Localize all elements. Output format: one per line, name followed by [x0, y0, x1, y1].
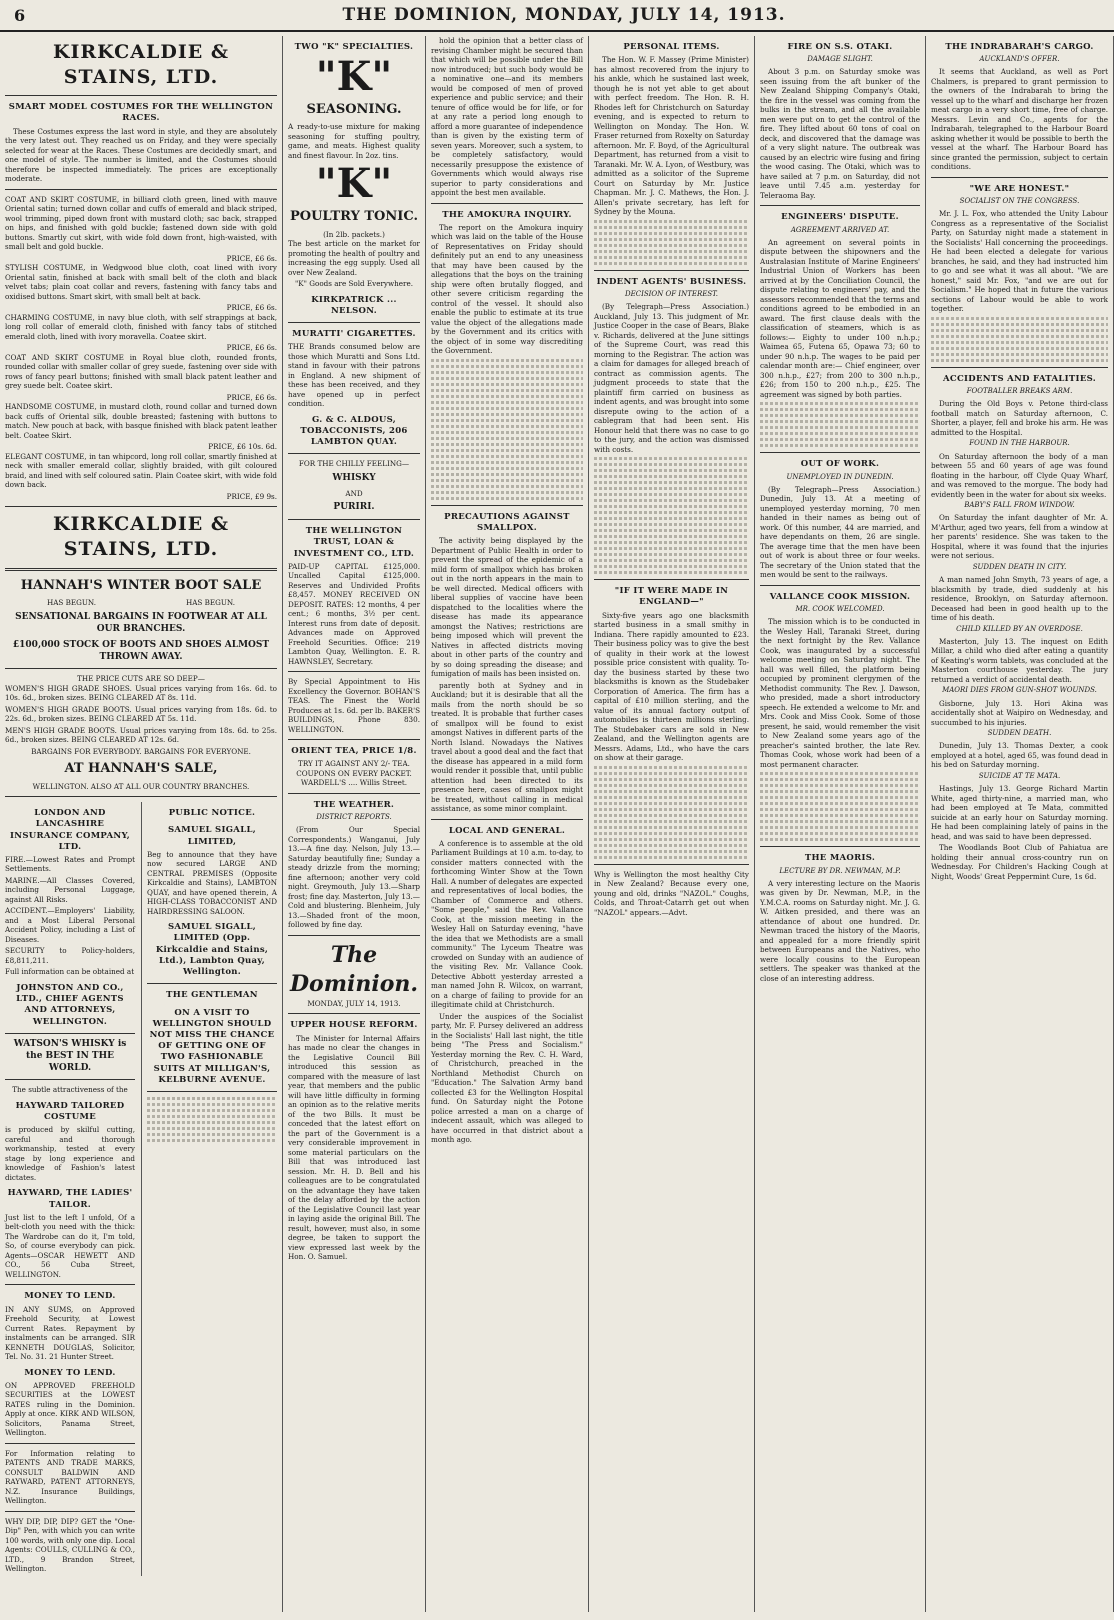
hayward-body: is produced by skilful cutting, careful and thorough workmanship, tested at every stage by long experience and knowledge of Fashion's latest dictates. — [5, 1125, 135, 1182]
indent-sub: DECISION OF INTEREST. — [624, 289, 719, 298]
hannah-begun: HAS BEGUN. — [46, 598, 97, 608]
maoris-body: A very interesting lecture on the Maoris was given by Dr. Newman, M.P., in the Y.M.C.A. rooms on Saturday night. Mr. J. G. W. Aitken presided, and there was an attendance of about one hundred. Dr. Newman traced the history of the Maoris, and appealed for a more friendly spirit between Europeans and the Natives, who were locally cousins to the European settlers. The speaker was thanked at the close of an interesting address. — [760, 878, 920, 983]
orient-tea: ORIENT TEA, PRICE 1/8. — [291, 746, 417, 757]
reform-heading: UPPER HOUSE REFORM. — [290, 1020, 418, 1031]
fire-heading: FIRE ON S.S. OTAKI. — [787, 42, 893, 52]
hannah-everybody: BARGAINS FOR EVERYBODY. BARGAINS FOR EVERYONE. — [31, 746, 251, 756]
costume-intro: These Costumes express the last word in style, and they are absolutely the very latest out. They reached us on Friday, and they were specially selected for wear at the Races. These Costumes are decidedly smart, and one model of style. The number is limited, and the Costumes should therefore be inspected immediately. The prices are exceptionally moderate. — [5, 126, 277, 184]
vallance-sub: MR. COOK WELCOMED. — [795, 605, 885, 614]
weather-heading: THE WEATHER. — [313, 799, 395, 810]
weather-body: (From Our Special Correspondents.) Wanganui, July 13.—A fine day. Nelson, July 13.—Saturday beautifully fine; Sunday a steady drizzle from the morning; fine afternoon; another very cold night. Greymouth, July 13.—Sharp frost; fine day. Masterton, July 13.—Cold and blustering. Blenheim, July 13.—Shaded front of the moon, followed by fine day. — [288, 825, 420, 930]
acc-head: SUDDEN DEATH IN CITY. — [972, 562, 1067, 571]
patents-ad: For Information relating to PATENTS AND TRADE MARKS, CONSULT BALDWIN AND RAYWARD, PATENT ATTORNEYS, N.Z. Insurance Buildings, Wellington. — [5, 1448, 135, 1506]
reform-continued: hold the opinion that a better class of revising Chamber might be secured than that which will be possible under the Bill now introduced; but such body would be a nominative one—and its members would be composed of men of proved experience and public service; and their tenure of office would be for life, or for at any rate a period long enough to afford a more guarantee of independence than is given by the existing term of seven years. Moreover, such a system, to be completely satisfactory, would necessarily presuppose the existence of Governments which would always rise superior to party considerations and appoint the best men available. — [431, 36, 583, 197]
personal-heading: PERSONAL ITEMS. — [623, 42, 720, 52]
local-body-2: Under the auspices of the Socialist party, Mr. F. Pursey delivered an address in the Socialists' Hall last night, the title being "The Press and Socialism." Yesterday morning the Rev. C. H. Ward, of Christchurch, preached in the Northland Methodist Church on "Education." The Salvation Army band collected £3 for the Wellington Hospital fund. On Saturday night the Potone police arrested a man on a charge of indecent assault, which was alleged to have occurred in that district about a month ago. — [431, 1011, 583, 1145]
bohan-teas-ad: By Special Appointment to His Excellency the Governor. BOHAN'S TEAS. The Finest the World Produces at 1s. 6d. per lb. BAKER'S BUILDINGS, Phone 830. WELLINGTON. — [288, 677, 420, 734]
text-filler — [147, 1097, 277, 1142]
smallpox-body: The activity being displayed by the Department of Public Health in order to prevent the spread of the epidemic of a mild form of smallpox which has broken out in the north appears in the main to be well directed. Medical officers with liberal supplies of vaccine have been dispatched to the localities where the disease has made its appearance amongst the Natives; restrictions are being imposed which will prevent the Natives in affected districts moving about in other parts of the country and by so doing spreading the disease; and fumigation of mails has been insisted on. — [431, 536, 583, 679]
money-body: IN ANY SUMS, on Approved Freehold Security, at Lowest Current Rates. Repayment by instalments can be arranged. SIR KENNETH DOUGLAS, Solicitor, Tel. No. 31. 21 Hunter Street. — [5, 1304, 135, 1362]
hayward-title: HAYWARD TAILORED COSTUME — [15, 1100, 125, 1123]
acc-body: On Saturday the infant daughter of Mr. A. M'Arthur, aged two years, fell from a window at her parents' residence. She was taken to the Hospital, where it was found that the injuries were not serious. — [931, 513, 1108, 561]
hannah-line: WOMEN'S HIGH GRADE BOOTS. Usual prices varying from 18s. 6d. to 22s. 6d., broken sizes. BEING CLEARED AT 5s. 11d. — [5, 704, 277, 724]
poultry-pack: (In 2lb. packets.) — [323, 229, 385, 239]
made-in-england-body: Sixty-five years ago one blacksmith started business in a small smithy in Indiana. There rapidly amounted to £23. Their business policy was to give the best of quality in their work at the lowest possible price consistent with quality. To-day the business started by these two blacksmiths is known as the Studebaker Corporation of America. The firm has a capital of £10 million sterling, and the value of its annual factory output of automobiles is thirteen millions sterling. The Studebaker cars are sold in New Zealand, and the Wellington agents are Messrs. Adams, Ltd., who have the cars on show at their garage. — [594, 610, 749, 763]
insurance-line: SECURITY to Policy-holders, £8,811,211. — [5, 946, 135, 965]
local-body: A conference is to assemble at the old Parliament Buildings at 10 a.m. to-day, to consider matters connected with the forthcoming Winter Show at the Town Hall. A number of delegates are expected and representatives of local bodies, the Chamber of Commerce and others. "Some people," said the Rev. Vallance Cook, at the mission meeting in the Wesley Hall on Saturday evening, "have the idea that we Methodists are a small community." The Lyceum Theatre was crowded on Sunday with an audience of the visiting Rev. Mr. Vallance Cook. Detective Abbott yesterday arrested a man named John R. Wilcox, on warrant, on a charge of failing to provide for an illegitimate child at Christchurch. — [431, 838, 583, 1010]
column-5 — [755, 36, 926, 1612]
paper-nameplate: The Dominion. — [289, 941, 419, 997]
insurance-heading: LONDON AND LANCASHIRE INSURANCE COMPANY, LTD. — [10, 808, 130, 852]
engineers-sub: AGREEMENT ARRIVED AT. — [790, 225, 890, 234]
accidents-heading: ACCIDENTS AND FATALITIES. — [943, 373, 1096, 384]
hayward-intro: The subtle attractiveness of the — [12, 1085, 128, 1095]
trust-body: PAID-UP CAPITAL £125,000. Uncalled Capital £125,000. Reserves and Undivided Profits £8,457. MONEY RECEIVED ON DEPOSIT. RATES: 12 months, 4 per cent.; 6 months, 3½ per cent. Interest runs from date of deposit. Advances made on Approved Freehold Securities. Office: 219 Lambton Quay, Wellington. E. R. HAWNSLEY, Secretary. — [288, 561, 420, 666]
amokura-body: The report on the Amokura inquiry which was laid on the table of the House of Representatives on Friday should definitely put an end to any uneasiness that may have been caused by the allegations that the boys on the training ship were often brutally flogged, and other severe criticism regarding the control of the vessel. It should also enable the public to estimate at its true value the object of the allegations made by the Government and its critics with the object of in some way discrediting the Government. — [431, 222, 583, 356]
muratti-body: THE Brands consumed below are those which Muratti and Sons Ltd. stand in favour with their patrons in England. A new shipment of these has been received, and they have opened up in perfect condition. — [288, 342, 420, 409]
engineers-body: An agreement on several points in dispute between the shipowners and the Australasian Institute of Marine Engineers' Industrial Union of Workers has been arrived at by the Conciliation Council, the dispute relating to engineers' pay, and the assessors recommended that the terms and conditions agreed to be embodied in an award. The first clause deals with the classification of steamers, which is as follows:— Eighty to under 100 n.h.p.; Waimea 65, Futena 65, Opawa 73; 60 to under 90 n.h.p. The wages to be paid per calendar month are:— Chief engineer, over 300 n.h.p., £27; from 200 to 300 n.h.p., £26; from 150 to 200 n.h.p., £25. The agreement was signed by both parties. — [760, 237, 920, 399]
newspaper-title: THE DOMINION, MONDAY, JULY 14, 1913. — [342, 5, 786, 25]
acc-body: A man named John Smyth, 73 years of age, a blacksmith by trade, died suddenly at his residence, Brooklyn, on Saturday afternoon. Deceased had been in good health up to the time of his death. — [931, 575, 1108, 623]
cargo-body: It seems that Auckland, as well as Port Chalmers, is prepared to grant permission to the owners of the Indrabarah to bring the vessel up to the wharf and discharge her frozen meat cargo in a very short time, free of charge. Messrs. Levin and Co., agents for the Indrabarah, telegraphed to the Harbour Board asking whether it would be possible to berth the vessel at the wharf. The Harbour Board has since granted the permission, subject to certain conditions. — [931, 67, 1108, 172]
maoris-heading: THE MAORIS. — [804, 853, 876, 864]
trust-heading: THE WELLINGTON TRUST, LOAN & INVESTMENT CO., LTD. — [293, 526, 415, 559]
hannah-begun: HAS BEGUN. — [185, 598, 236, 608]
wardell: WARDELL'S .... Willis Street. — [300, 778, 408, 788]
insurance-line: Full information can be obtained at — [5, 967, 135, 977]
column-4 — [589, 36, 755, 1612]
hayward-signature: HAYWARD, THE LADIES' TAILOR. — [7, 1188, 133, 1210]
vallance-body: The mission which is to be conducted in the Wesley Hall, Taranaki Street, during the next fortnight by the Rev. Vallance Cook, was inaugurated by a successful welcome meeting on Saturday night. The hall was well filled, the platform being occupied by prominent clergymen of the Methodist community. The Rev. J. Dawson, who presided, made a short introductory speech. He extended a welcome to Mr. and Mrs. Cook and Miss Cook. Some of those present, he said, would remember the visit to New Zealand some years ago of the preacher's sainted brother, the late Rev. Thomas Cook, whose work had been of a most permanent character. — [760, 617, 920, 769]
public-notice-heading: PUBLIC NOTICE. — [168, 808, 256, 819]
k-letter-2: "K" — [315, 160, 393, 208]
seasoning-title: SEASONING. — [306, 102, 402, 118]
hannah-sub: THE PRICE CUTS ARE SO DEEP— — [77, 674, 205, 684]
masthead — [0, 0, 1114, 32]
nazol-ad: Why is Wellington the most healthy City in New Zealand? Because every one, young and old, drinks "NAZOL." Coughs, Colds, and Throat-Catarrh get out when "NAZOL" appears.—Advt. — [594, 869, 749, 917]
k-letter: "K" — [315, 53, 393, 101]
sigall-body: Beg to announce that they have now secured LARGE AND CENTRAL PREMISES (Opposite Kirkcaldie and Stains), LAMBTON QUAY, and have opened therein, A HIGH-CLASS TOBACCONIST AND HAIRDRESSING SALOON. — [147, 849, 277, 916]
orient-tea-body: TRY IT AGAINST ANY 2/- TEA. COUPONS ON EVERY PACKET. — [296, 759, 412, 778]
indent-body: (By Telegraph—Press Association.) Auckland, July 13. This judgment of Mr. Justice Cooper in the case of Bears, Blake v. Richards, delivered at the June sittings of the Supreme Court, was read this morning to the Registrar. The action was a claim for damages for alleged breach of contract as commission agents. The judgment proceeds to state that the plaintiff firm carried on business as indent agents, and was brought into some disrepute owing to the action of a cablegram that had been sent. His Honour held that there was no case to go to the jury, and the action was dismissed with costs. — [594, 302, 749, 454]
hannah-line: WOMEN'S HIGH GRADE SHOES. Usual prices varying from 16s. 6d. to 10s. 6d., broken sizes. BEING CLEARED AT 8s. 11d. — [5, 683, 277, 703]
acc-body: On Saturday afternoon the body of a man between 55 and 60 years of age was found floating in the harbour, off Clyde Quay Wharf, and was removed to the morgue. The body had evidently been in the water for about six weeks. — [931, 451, 1108, 499]
acc-body: Dunedin, July 13. Thomas Dexter, a cook employed at a hotel, aged 65, was found dead in his bed on Saturday morning. — [931, 741, 1108, 770]
kirkcaldie-brand: KIRKCALDIE & STAINS, LTD. — [52, 41, 230, 89]
hannah-bargains: SENSATIONAL BARGAINS IN FOOTWEAR AT ALL OUR BRANCHES. — [15, 611, 267, 634]
honest-body: Mr. J. L. Fox, who attended the Unity Labour Congress as a representative of the Socialist Party, on Saturday night made a statement in the Socialists' Hall concerning the proceedings. He had been elected a delegate for various branches, he said, and they had instructed him to go and see what it was all about. "We are honest," said Mr. Fox, "and we are out for Socialism." He hoped that in future the various sections of Labour would be able to work together. — [931, 209, 1108, 314]
acc-head: SUDDEN DEATH. — [987, 729, 1052, 738]
engineers-heading: ENGINEERS' DISPUTE. — [781, 212, 899, 223]
sigall-foot: SAMUEL SIGALL, LIMITED (Opp. Kirkcaldie and Stains, Ltd.), Lambton Quay, Wellington. — [155, 922, 269, 978]
chilly-heading: FOR THE CHILLY FEELING— — [298, 459, 410, 469]
column-6 — [926, 36, 1114, 1612]
cargo-sub: AUCKLAND'S OFFER. — [979, 55, 1060, 64]
kirkpatrick: KIRKPATRICK ... NELSON. — [311, 294, 397, 316]
money-heading: MONEY TO LEND. — [24, 1291, 116, 1302]
costume-heading: SMART MODEL COSTUMES FOR THE WELLINGTON RACES. — [8, 102, 274, 124]
costume-item: CHARMING COSTUME, in navy blue cloth, with self strappings at back, long roll collar of emerald cloth, finished with fancy tabs of stitched emerald cloth, lined with ivory moravella. Coatee skirt. PRICE, £6 6s. — [5, 312, 277, 353]
hannah-line: MEN'S HIGH GRADE BOOTS. Usual prices varying from 18s. 6d. to 25s. 6d., broken sizes. BEING CLEARED AT 12s. 6d. — [5, 725, 277, 745]
acc-head: BABY'S FALL FROM WINDOW. — [964, 501, 1075, 510]
maoris-sub: LECTURE BY DR. NEWMAN, M.P. — [779, 866, 901, 875]
acc-head: FOOTBALLER BREAKS ARM. — [966, 387, 1073, 396]
poultry-sold: "K" Goods are Sold Everywhere. — [295, 279, 413, 289]
hannah-title: HANNAH'S WINTER BOOT SALE — [20, 578, 262, 594]
made-in-england-heading: "IF IT WERE MADE IN ENGLAND—" — [614, 586, 729, 608]
costume-item: COAT AND SKIRT COSTUME in Royal blue cloth, rounded fronts, rounded collar with smaller collar of grey suede, fastening over side with rows of fancy pearl buttons; finished with small black patent leather and grey suede belt. Coatee skirt. PRICE, £6 6s. — [5, 352, 277, 402]
honest-sub: SOCIALIST ON THE CONGRESS. — [959, 197, 1080, 206]
out-of-work-body: (By Telegraph—Press Association.) Dunedin, July 13. At a meeting of unemployed yesterday morning, 70 men handed in their names as being out of work. Of this number, 44 are married, and have dependants on them, 26 are single. The average time that the men have been out of work is about three or four weeks. The secretary of the Union stated that the men would be sent to the railways. — [760, 484, 920, 580]
money-heading-2: MONEY TO LEND. — [24, 1367, 116, 1378]
insurance-line: ACCIDENT.—Employers' Liability, and a Most Liberal Personal Accident Policy, including a List of Diseases. — [5, 906, 135, 944]
paper-date: MONDAY, JULY 14, 1913. — [307, 998, 401, 1008]
hayward-foot: Just list to the left I unfold, Of a belt-cloth you need with the thick: The Wardrobe can do it, I'm told, So, of course everybody can pick. Agents—OSCAR HEWETT AND CO., 56 Cuba Street, WELLINGTON. — [5, 1212, 135, 1279]
poultry-title: POULTRY TONIC. — [289, 209, 418, 225]
insurance-line: FIRE.—Lowest Rates and Prompt Settlements. — [5, 854, 135, 874]
sigall-name: SAMUEL SIGALL, LIMITED, — [167, 825, 257, 847]
hannah-stock: £100,000 STOCK OF BOOTS AND SHOES ALMOST THROWN AWAY. — [12, 639, 270, 662]
fire-sub: DAMAGE SLIGHT. — [807, 55, 873, 64]
money-body-2: ON APPROVED FREEHOLD SECURITIES at the LOWEST RATES ruling in the Dominion. Apply at once. KIRK AND WILSON, Solicitors, Panama Street, Wellington. — [5, 1380, 135, 1438]
aldous: G. & C. ALDOUS, TOBACCONISTS, 206 LAMBTON QUAY. — [300, 414, 408, 448]
amokura-heading: THE AMOKURA INQUIRY. — [442, 209, 572, 220]
column-3 — [426, 36, 589, 1612]
vallance-heading: VALLANCE COOK MISSION. — [769, 591, 911, 602]
insurance-line: MARINE.—All Classes Covered, including Personal Luggage, against All Risks. — [5, 875, 135, 904]
acc-head: MAORI DIES FROM GUN-SHOT WOUNDS. — [942, 686, 1097, 695]
hannah-where: WELLINGTON. ALSO AT ALL OUR COUNTRY BRANCHES. — [32, 781, 250, 791]
costume-item: STYLISH COSTUME, in Wedgwood blue cloth, coat lined with ivory Oriental satin, finished at back with small belt of the cloth and black velvet tabs; plain coat collar and revers, fastening with fancy tabs and oxidised buttons. Smart skirt, with small belt at back. PRICE, £6 6s. — [5, 263, 277, 313]
gentleman-body: ON A VISIT TO WELLINGTON SHOULD NOT MISS THE CHANCE OF GETTING ONE OF TWO FASHIONABLE SUITS AT MILLIGAN'S, KELBURNE AVENUE. — [149, 1007, 275, 1085]
out-of-work-heading: OUT OF WORK. — [800, 459, 880, 470]
acc-body: The Woodlands Boot Club of Pahiatua are holding their annual cross-country run on Wednesday. For Children's Hacking Cough at Night, Woods' Great Peppermint Cure, 1s 6d. — [931, 843, 1108, 881]
costume-item: COAT AND SKIRT COSTUME, in billiard cloth green, lined with mauve Oriental satin; turned down collar and cuffs of emerald and black striped, wool trimming, piped down front with mustard cloth; sac back, strapped on hips, and finished with gold buckle; fastened down side with gold buttons. Smartly cut skirt, with wide fold down front, high-waisted, with small belt and gold buckle. PRICE, £6 6s. — [5, 194, 277, 263]
gentleman-title: THE GENTLEMAN — [166, 990, 258, 1001]
column-1-advertisements — [0, 36, 283, 1612]
cargo-heading: THE INDRABARAH'S CARGO. — [945, 42, 1094, 52]
k-specialties-heading: TWO "K" SPECIALTIES. — [294, 42, 414, 52]
acc-body: Gisborne, July 13. Hori Akina was accidentally shot at Waipiro on Wednesday, and succumbed to his injuries. — [931, 698, 1108, 727]
fire-body: About 3 p.m. on Saturday smoke was seen issuing from the aft bunker of the New Zealand Shipping Company's Otaki, the fire in the vessel was coming from the bulks in the stream, and all the available men were put on to get the control of the fire. They lifted about 60 tons of coal on deck, and discovered that the damage was of a very slight nature. The outbreak was caused by an electric wire fusing and firing the wood casing. The Otaki, which was to have sailed at 7 p.m. on Saturday, did not leave until 7.45 a.m. yesterday for Teleraoma Bay. — [760, 67, 920, 200]
personal-body: The Hon. W. F. Massey (Prime Minister) has almost recovered from the injury to his ankle, which he sustained last week, though he is not yet able to get about with perfect freedom. The Hon. R. H. Rhodes left for Christchurch on Saturday evening, and is expected to return to Wellington on Monday. The Hon. W. Fraser returned from Roxelty on Saturday afternoon. Mr. F. Boyd, of the Agricultural Department, has returned from a visit to Taranaki. Mr. W. A. Lyon, of Westbury, was admitted as a solicitor of the Supreme Court on Saturday by Mr. Justice Chapman. Mr. J. C. Mathews, the Hon. J. Allen's private secretary, has left for Sydney by the Mouna. — [594, 55, 750, 217]
acc-head: FOUND IN THE HARBOUR. — [969, 439, 1070, 448]
costume-item: ELEGANT COSTUME, in tan whipcord, long roll collar, smartly finished at neck with smaller emerald collar, slightly braided, with gilt coloured braid, and lined with self coloured satin. Plain Coatee skirt, with wide fold down back. PRICE, £9 9s. — [5, 451, 277, 501]
poultry-body: The best article on the market for promoting the health of poultry and increasing the egg supply. Used all over New Zealand. — [288, 239, 420, 277]
hannah-sale: AT HANNAH'S SALE, — [64, 761, 218, 777]
dip-pen-ad: WHY DIP, DIP, DIP? GET the "One-Dip" Pen, with which you can write 100 words, with only one dip. Local Agents: COULLS, CULLING & CO., LTD., 9 Brandon Street, Wellington. — [5, 1516, 135, 1574]
column-2 — [283, 36, 426, 1612]
out-of-work-sub: UNEMPLOYED IN DUNEDIN. — [786, 472, 894, 481]
chilly-and: AND — [345, 488, 363, 498]
acc-head: SUICIDE AT TE MATA. — [978, 771, 1061, 780]
chilly-whisky: WHISKY — [332, 472, 376, 483]
acc-body: During the Old Boys v. Petone third-class football match on Saturday afternoon, C. Shorter, a player, fell and broke his arm. He was admitted to the Hospital. — [931, 399, 1108, 437]
acc-body: Masterton, July 13. The inquest on Edith Millar, a child who died after eating a quantity of Keating's worm tablets, was concluded at the Masterton courthouse yesterday. The jury returned a verdict of accidental death. — [931, 636, 1108, 684]
weather-sub: DISTRICT REPORTS. — [316, 813, 392, 822]
muratti-heading: MURATTI' CIGARETTES. — [292, 328, 416, 339]
acc-body: Hastings, July 13. George Richard Martin White, aged thirty-nine, a married man, who had been employed at Te Mata, committed suicide at an early hour on Saturday morning. He had been complaining lately of pains in the head, and was said to have been depressed. — [931, 784, 1108, 841]
kirkcaldie-brand-2: KIRKCALDIE & STAINS, LTD. — [52, 513, 230, 561]
costume-item: HANDSOME COSTUME, in mustard cloth, round collar and turned down back cuffs of Oriental silk, double breasted; fastening with buttons to match. New pouch at back, with basque finished with black patent leather belt. Coatee Skirt. PRICE, £6 10s. 6d. — [5, 402, 277, 452]
smallpox-heading: PRECAUTIONS AGAINST SMALLPOX. — [444, 511, 570, 533]
acc-head: CHILD KILLED BY AN OVERDOSE. — [956, 624, 1083, 633]
insurance-agent: JOHNSTON AND CO., LTD., CHIEF AGENTS AND ATTORNEYS, WELLINGTON. — [16, 982, 124, 1027]
chilly-puriri: PURIRI. — [333, 502, 375, 513]
honest-heading: "WE ARE HONEST." — [969, 183, 1070, 194]
reform-body: The Minister for Internal Affairs has made no clear the changes in the Legislative Council Bill introduced this session as compared with the measure of last year, that members and the public will have little difficulty in forming an opinion as to the relative merits of the two Bills. It must be conceded that the latest effort on the part of the Government is a very considerable improvement in some material particulars on the Bill that was introduced last session. Mr. H. D. Bell and his colleagues are to be congratulated on the advantage they have taken of the delay afforded by the action of the Legislative Council last year in laying aside the original Bill. The result, however, must also, in some degree, be taken to support the view expressed last week by the Hon. O. Samuel. — [288, 1033, 420, 1262]
local-heading: LOCAL AND GENERAL. — [448, 825, 566, 836]
whisky-ad: WATSON'S WHISKY is the BEST IN THE WORLD. — [13, 1038, 127, 1073]
seasoning-body: A ready-to-use mixture for making seasoning for stuffing poultry, game, and meats. Highest quality and finest flavour. In 2oz. tins. — [288, 122, 420, 160]
smallpox-continued: parently both at Sydney and in Auckland; but it is desirable that all the mails from the north should be so treated. It is probable that further cases of smallpox will be found to exist amongst Natives in different parts of the North Island. Nowadays the Natives travel about a good deal and the fact that the disease has appeared in a mild form would render it possible that, until public attention had been directed to its presence here, cases of smallpox might be treated, without calling in medical assistance, as some minor complaint. — [431, 680, 583, 814]
page-number: 6 — [14, 5, 26, 25]
indent-heading: INDENT AGENTS' BUSINESS. — [596, 276, 747, 287]
